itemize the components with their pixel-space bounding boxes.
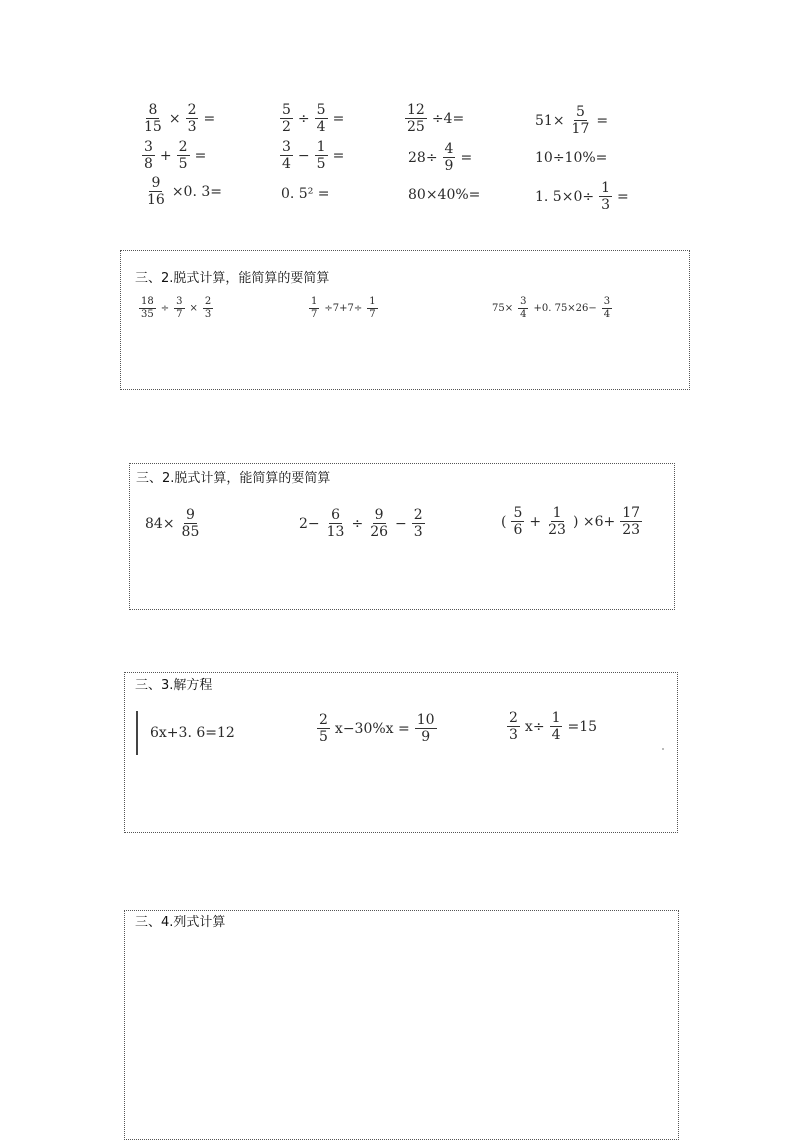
- fraction: [309, 297, 319, 320]
- fraction-numerator: 1: [551, 710, 561, 726]
- math-expression: [403, 103, 467, 134]
- expression-text: ÷: [160, 303, 170, 314]
- math-expression: [505, 711, 600, 742]
- expression-text: 1. 5×0÷: [535, 188, 595, 205]
- box-title: 三、4.列式计算: [135, 915, 226, 930]
- expression-text: 28÷: [408, 149, 438, 166]
- fraction-denominator: 2: [282, 119, 291, 135]
- math-expression: [405, 187, 483, 203]
- fraction-numerator: 9: [186, 507, 195, 523]
- expression-text: x−30%x =: [334, 720, 410, 737]
- expression-text: ) ×6+: [572, 513, 616, 530]
- fraction: [142, 103, 164, 134]
- math-expression: [498, 506, 644, 537]
- math-expression: [278, 186, 333, 202]
- fraction: [620, 506, 642, 537]
- fraction-numerator: 5: [513, 505, 523, 521]
- vertical-bar-mark: [136, 711, 138, 755]
- fraction: [412, 508, 425, 539]
- expression-text: −: [395, 515, 407, 532]
- fraction: [186, 103, 199, 134]
- expression-text: 2−: [299, 515, 320, 532]
- fraction-numerator: 2: [319, 712, 328, 728]
- fraction: [405, 103, 427, 134]
- fraction: [570, 105, 592, 136]
- fraction-denominator: 4: [520, 309, 527, 320]
- fraction-denominator: 9: [444, 158, 454, 174]
- fraction-denominator: 4: [316, 119, 326, 135]
- box-title: 三、2.脱式计算，能简算的要简算: [135, 271, 330, 286]
- expression-text: ÷4=: [431, 110, 465, 127]
- fraction-denominator: 4: [282, 156, 291, 172]
- fraction: [315, 103, 328, 134]
- expression-text: +: [529, 513, 542, 530]
- fraction-numerator: 3: [520, 296, 527, 307]
- fraction-denominator: 8: [144, 156, 153, 172]
- fraction-denominator: 17: [571, 121, 590, 137]
- math-expression: [532, 105, 611, 136]
- fraction: [511, 506, 524, 537]
- math-expression: [278, 140, 347, 171]
- fraction: [368, 508, 390, 539]
- fraction: [145, 176, 167, 207]
- fraction: [177, 140, 190, 171]
- fraction-denominator: 85: [181, 524, 200, 540]
- expression-text: 51×: [535, 112, 565, 129]
- fraction-numerator: 2: [413, 507, 423, 523]
- fraction-numerator: 3: [282, 139, 291, 155]
- math-expression: [140, 103, 218, 134]
- fraction-denominator: 3: [204, 309, 212, 320]
- expression-text: +: [159, 147, 172, 164]
- fraction-numerator: 1: [311, 296, 318, 307]
- math-expression: [143, 176, 225, 207]
- fraction: [203, 297, 213, 320]
- fraction: [280, 103, 293, 134]
- fraction: [315, 140, 328, 171]
- expression-text: =: [596, 112, 609, 129]
- math-expression: [137, 297, 215, 320]
- math-expression: [147, 725, 238, 741]
- fraction-denominator: 5: [319, 729, 328, 745]
- fraction-denominator: 35: [141, 309, 154, 320]
- fraction-numerator: 4: [444, 141, 454, 157]
- fraction-denominator: 3: [413, 524, 423, 540]
- fraction-denominator: 16: [147, 192, 165, 208]
- fraction-denominator: 7: [311, 309, 318, 320]
- fraction-numerator: 6: [331, 507, 341, 523]
- fraction-denominator: 3: [601, 197, 611, 213]
- fraction-numerator: 1: [369, 296, 376, 307]
- fraction: [174, 297, 184, 320]
- expression-text: 80×40%=: [408, 187, 481, 203]
- fraction: [415, 713, 437, 744]
- fraction-numerator: 3: [144, 139, 153, 155]
- fraction-denominator: 26: [370, 524, 389, 540]
- fraction-denominator: 7: [369, 309, 376, 320]
- expression-text: 84×: [145, 515, 175, 532]
- math-expression: [532, 150, 610, 166]
- stray-dot: [662, 748, 664, 750]
- fraction-numerator: 3: [176, 296, 183, 307]
- expression-text: 75×: [492, 303, 514, 314]
- fraction: [325, 508, 347, 539]
- expression-text: 10÷10%=: [535, 150, 608, 166]
- expression-text: ÷: [351, 515, 364, 532]
- fraction: [546, 506, 568, 537]
- math-expression: [278, 103, 347, 134]
- expression-text: =: [460, 149, 473, 166]
- math-expression: [489, 297, 614, 320]
- fraction-numerator: 1: [316, 139, 326, 155]
- fraction-numerator: 2: [204, 296, 212, 307]
- expression-text: 6x+3. 6=12: [150, 725, 235, 741]
- expression-text: −: [297, 147, 310, 164]
- expression-text: (: [501, 513, 507, 530]
- expression-text: =: [332, 110, 345, 127]
- expression-text: =: [617, 188, 629, 205]
- fraction-numerator: 9: [374, 507, 384, 523]
- expression-text: 0. 5² =: [281, 186, 330, 202]
- expression-text: ×0. 3=: [171, 183, 223, 200]
- fraction: [139, 297, 156, 320]
- fraction-denominator: 5: [316, 156, 326, 172]
- fraction: [507, 711, 520, 742]
- exercise-box-1: [120, 250, 690, 390]
- fraction-numerator: 18: [141, 296, 154, 307]
- fraction-denominator: 23: [622, 522, 641, 538]
- fraction-denominator: 4: [551, 727, 561, 743]
- fraction-denominator: 25: [407, 119, 425, 135]
- fraction-numerator: 1: [552, 505, 562, 521]
- fraction: [518, 297, 528, 320]
- exercise-box-4: [124, 910, 679, 1140]
- fraction-denominator: 3: [509, 727, 518, 743]
- fraction-numerator: 10: [416, 712, 435, 728]
- exercise-box-2: [129, 463, 675, 610]
- fraction-numerator: 3: [603, 296, 611, 307]
- expression-text: =15: [567, 718, 598, 735]
- fraction-denominator: 5: [178, 156, 188, 172]
- math-expression: [142, 508, 203, 539]
- fraction-numerator: 17: [622, 505, 641, 521]
- expression-text: ×: [168, 110, 181, 127]
- expression-text: =: [332, 147, 345, 164]
- math-expression: [307, 297, 380, 320]
- expression-text: ×: [189, 303, 198, 314]
- fraction-denominator: 7: [176, 309, 183, 320]
- expression-text: ÷7+7÷: [324, 303, 363, 314]
- fraction-numerator: 12: [407, 102, 425, 118]
- fraction-numerator: 5: [576, 104, 585, 120]
- fraction-numerator: 5: [316, 102, 326, 118]
- fraction: [317, 713, 330, 744]
- fraction: [280, 140, 293, 171]
- expression-text: x÷: [524, 718, 545, 735]
- fraction-numerator: 2: [509, 710, 518, 726]
- fraction-denominator: 9: [421, 729, 431, 745]
- fraction-denominator: 6: [513, 522, 523, 538]
- fraction: [367, 297, 377, 320]
- fraction-denominator: 15: [144, 119, 162, 135]
- fraction-denominator: 3: [187, 119, 197, 135]
- expression-text: ÷: [297, 110, 310, 127]
- fraction-numerator: 8: [148, 102, 158, 118]
- math-expression: [140, 140, 209, 171]
- fraction: [602, 297, 612, 320]
- fraction: [599, 181, 612, 212]
- fraction: [443, 142, 456, 173]
- fraction-numerator: 5: [282, 102, 291, 118]
- box-title: 三、2.脱式计算，能简算的要简算: [136, 471, 331, 486]
- fraction-numerator: 1: [601, 180, 611, 196]
- fraction: [142, 140, 155, 171]
- expression-text: +0. 75×26−: [533, 303, 597, 314]
- fraction-numerator: 2: [187, 102, 197, 118]
- math-expression: [296, 508, 427, 539]
- math-expression: [405, 142, 475, 173]
- fraction-denominator: 4: [603, 309, 611, 320]
- math-expression: [315, 713, 439, 744]
- fraction-denominator: 13: [326, 524, 345, 540]
- fraction-numerator: 2: [178, 139, 188, 155]
- expression-text: =: [194, 147, 207, 164]
- box-title: 三、3.解方程: [135, 678, 213, 693]
- math-expression: [532, 181, 632, 212]
- exercise-box-3: [124, 672, 678, 833]
- fraction-numerator: 9: [151, 175, 161, 191]
- expression-text: =: [203, 110, 216, 127]
- fraction-denominator: 23: [548, 522, 566, 538]
- fraction: [550, 711, 563, 742]
- fraction: [180, 508, 202, 539]
